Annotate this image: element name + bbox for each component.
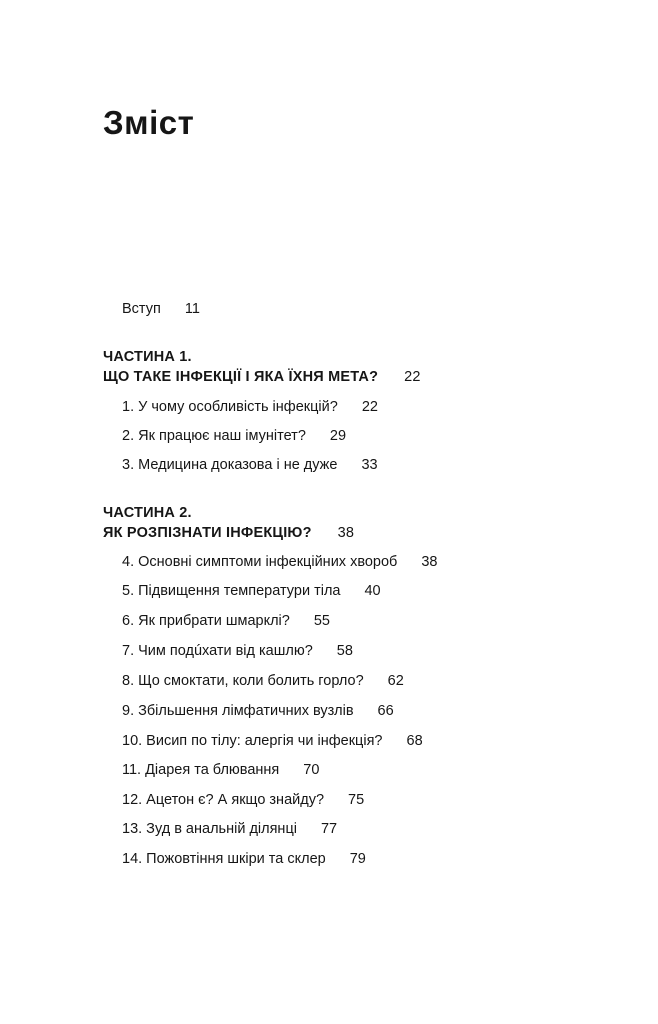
toc-entry[interactable]	[122, 584, 381, 599]
toc-entry-label: 13. Зуд в анальній ділянці	[122, 821, 297, 837]
toc-entry[interactable]	[122, 822, 337, 837]
toc-page-number: 62	[387, 673, 404, 689]
toc-page-number: 38	[421, 554, 438, 570]
toc-entry[interactable]	[122, 458, 378, 473]
toc-entry[interactable]	[122, 852, 366, 867]
toc-entry[interactable]	[122, 614, 330, 629]
page-title: Зміст	[103, 104, 195, 141]
toc-entry[interactable]	[122, 793, 364, 808]
toc-entry-label: 6. Як прибрати шмарклі?	[122, 613, 290, 629]
toc-entry-label: 1. У чому особливість інфекцій?	[122, 399, 338, 415]
toc-entry[interactable]	[122, 704, 394, 719]
toc-entry-label: 8. Що смоктати, коли болить горло?	[122, 673, 364, 689]
toc-page-number: 58	[336, 643, 353, 659]
part1-title[interactable]	[103, 370, 421, 385]
toc-entry-label: 12. Ацетон є? А якщо знайду?	[122, 792, 325, 808]
toc-page-number: 55	[313, 613, 330, 629]
toc-entry[interactable]	[122, 674, 404, 689]
part2-label: ЧАСТИНА 2.	[103, 505, 192, 521]
toc-entry-label: Вступ	[122, 301, 161, 317]
toc-page-number: 29	[329, 428, 347, 444]
toc-entry[interactable]	[122, 763, 319, 778]
toc-entry[interactable]	[122, 644, 353, 659]
toc-page-number: 79	[349, 851, 366, 867]
toc-entry-label: 4. Основні симптоми інфекційних хвороб	[122, 554, 398, 570]
toc-entry-label: 7. Чим подúхати від кашлю?	[122, 643, 313, 659]
toc-entry-label: 11. Діарея та блювання	[122, 762, 280, 778]
toc-page-number: 75	[348, 792, 365, 808]
toc-entry-label: 5. Підвищення температури тіла	[122, 583, 341, 599]
part-title-text: ЩО ТАКЕ ІНФЕКЦІЇ І ЯКА ЇХНЯ МЕТА?	[103, 369, 379, 385]
toc-page-number: 38	[337, 525, 355, 541]
toc-page-number: 77	[320, 821, 338, 837]
toc-page-number: 40	[364, 583, 381, 599]
toc-entry[interactable]	[122, 734, 423, 749]
toc-entry[interactable]	[122, 429, 346, 444]
part-title-text: ЯК РОЗПІЗНАТИ ІНФЕКЦІЮ?	[103, 525, 312, 541]
toc-page-number: 70	[303, 762, 320, 778]
part1-label: ЧАСТИНА 1.	[103, 349, 192, 365]
toc-page-number: 66	[377, 703, 394, 719]
toc-entry-label: 14. Пожовтіння шкіри та склер	[122, 851, 326, 867]
toc-page-number: 22	[404, 369, 421, 385]
toc-entry-label: 3. Медицина доказова і не дуже	[122, 457, 338, 473]
toc-entry-label: 10. Висип по тілу: алергія чи інфекція?	[122, 733, 383, 749]
toc-page-number: 68	[406, 733, 423, 749]
toc-entry[interactable]	[122, 400, 378, 415]
toc-page-number: 11	[184, 301, 200, 317]
toc-entry[interactable]	[122, 555, 438, 570]
toc-entry-intro[interactable]	[122, 302, 200, 317]
toc-page-number: 22	[361, 399, 378, 415]
part2-title[interactable]	[103, 526, 354, 541]
toc-entry-label: 9. Збільшення лімфатичних вузлів	[122, 703, 354, 719]
toc-entry-label: 2. Як працює наш імунітет?	[122, 428, 306, 444]
toc-page-number: 33	[361, 457, 378, 473]
